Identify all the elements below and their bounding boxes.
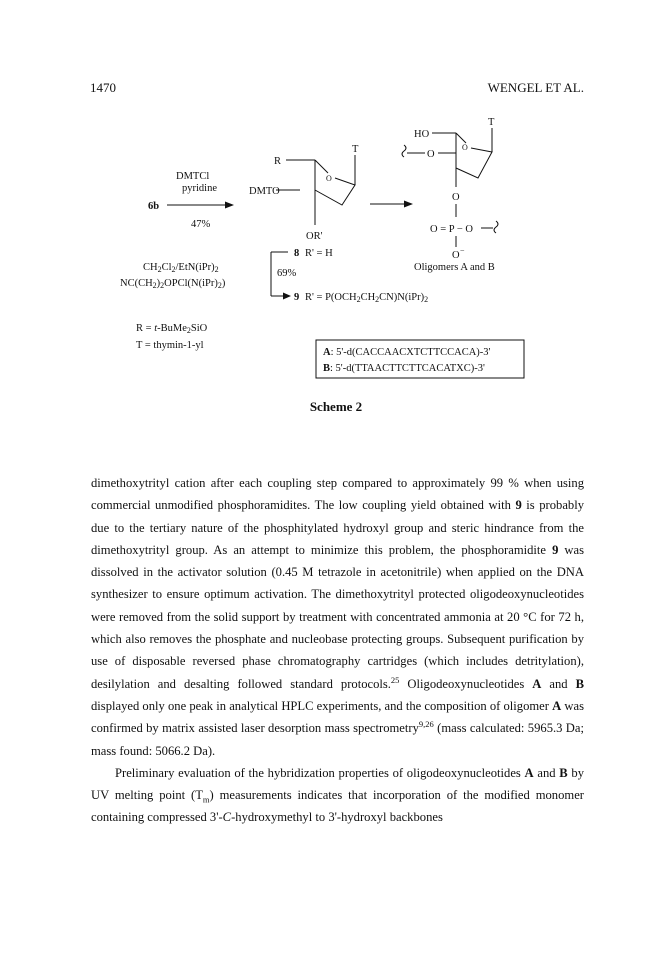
substituent-t: T: [352, 144, 359, 155]
reagent-2a: CH2Cl2/EtN(iPr)2: [143, 262, 219, 274]
bond-ring-o2: [456, 133, 466, 143]
t-definition: T = thymin-1-yl: [136, 340, 204, 351]
bond-ring-o: [315, 160, 328, 173]
o-bridge: O: [452, 192, 460, 203]
substituent-t-2: T: [488, 117, 495, 128]
reagent-2b: NC(CH2)2OPCl(N(iPr)2): [120, 278, 226, 290]
compound-8: 8: [294, 248, 300, 259]
r-definition: R = t-BuMe2SiO: [136, 323, 208, 335]
reagent-dmtcl: DMTCl: [176, 171, 210, 182]
paragraph-1: dimethoxytrityl cation after each coupling step compared to approximately 99 % when using commercial unmodified phosphoramidites. The low coupling yield obtained with 9 is probably due to the tertiary nature of the phosphitylated hydroxyl group and steric hindrance from the dimethoxytrityl group. As an attempt to minimize this problem, the phosphoramidite 9 was dissolved in the activator solution (0.45 M tetrazole in acetonitrile) when applied on the DNA synthesizer to ensure optimum activation. The dimethoxytrityl protected oligodeoxynucleotides were removed from the solid support by treatment with concentrated ammonia at 20 °C for 72 h, which also removes the phosphate and nucleobase protecting groups. Subsequent purification by use of disposable reversed phase chromatography cartridges (which includes detritylation), desilylation and desalting followed standard protocols.$^{25}$ Oligodeoxynucleotides A and B displayed only one peak in analytical HPLC experiments, and the composition of oligomer A was confirmed by matrix assisted laser desorption mass spectrometry$^{9,26}$ (mass calculated: 5965.3 Da; mass found: 5066.2 Da).: [91, 476, 585, 758]
wavy-bond-top: [402, 145, 406, 157]
scheme-caption: Scheme 2: [309, 399, 363, 414]
furanose-ring: [315, 160, 355, 205]
sequence-a: A: 5'-d(CACCAACXTCTTCCACA)-3': [323, 347, 491, 358]
reagent-pyridine: pyridine: [182, 183, 217, 194]
page-number: 1470: [90, 80, 116, 95]
paragraph-2: Preliminary evaluation of the hybridization properties of oligodeoxynucleotides A and B by UV melting point $(T_m)$ measurements indicates that incorporation of the modified monomer containing compressed 3'-C-hydroxymethyl to 3'-hydroxyl backbones: [91, 765, 584, 825]
running-head: WENGEL ET AL.: [487, 80, 584, 95]
yield-2: 69%: [277, 268, 297, 279]
compound-6b: 6b: [148, 201, 160, 212]
compound-8-def: R' = H: [305, 248, 333, 259]
wavy-bond-bottom: [494, 221, 498, 233]
ring-oxygen-2: O: [462, 143, 468, 152]
yield-1: 47%: [191, 219, 211, 230]
body-text: [91, 472, 584, 829]
compound-9-def: R' = P(OCH2CH2CN)N(iPr)2: [305, 292, 429, 304]
or-prime: OR': [306, 231, 323, 242]
oligomer-ring: [456, 133, 492, 178]
dmto-group: DMTO: [249, 186, 280, 197]
o-minus: O: [452, 250, 460, 261]
ho-group: HO: [414, 129, 430, 140]
scheme-2-diagram: [0, 0, 672, 420]
compound-9: 9: [294, 292, 300, 303]
substituent-r: R: [274, 156, 282, 167]
sequence-b: B: 5'-d(TTAACTTCTTCACATXC)-3': [323, 363, 485, 374]
phosphate-group: O = P − O: [430, 224, 473, 235]
ring-oxygen: O: [326, 174, 332, 183]
o-linkage: O: [427, 149, 435, 160]
minus-sign: −: [460, 246, 465, 255]
oligomers-label: Oligomers A and B: [414, 262, 495, 273]
